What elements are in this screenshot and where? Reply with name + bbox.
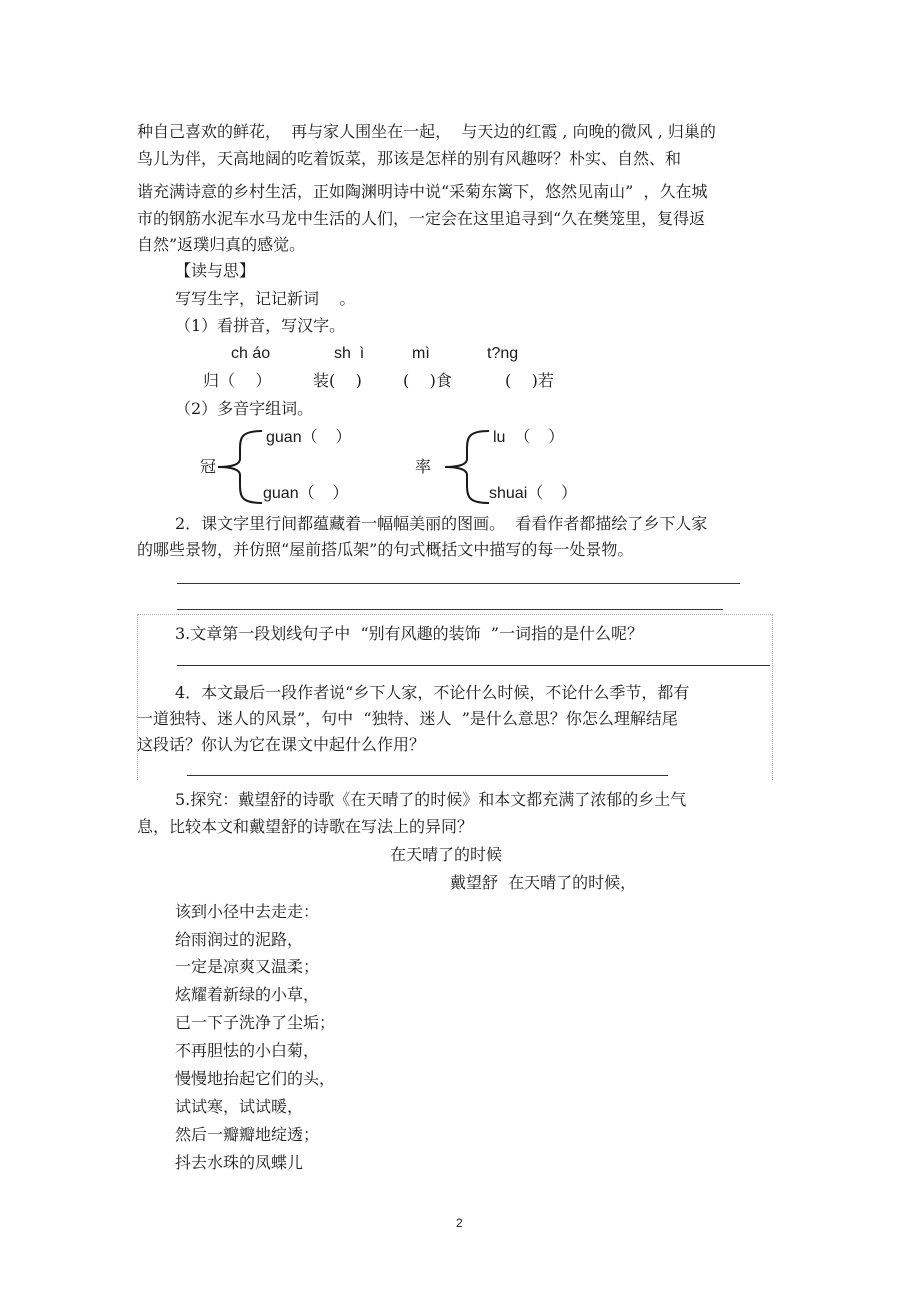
- poly-2-bottom[interactable]: shuai（ ）: [489, 485, 578, 502]
- poly-1-bottom[interactable]: guan（ ）: [263, 485, 349, 502]
- intro-line-5: 自然”返璞归真的感觉。: [137, 235, 306, 254]
- q4-line-1: 4．本文最后一段作者说“乡下人家，不论什么时候，不论什么季节，都有: [175, 683, 690, 702]
- answer-line[interactable]: [177, 583, 740, 584]
- frame-right: [772, 614, 773, 780]
- q5-line-2: 息，比较本文和戴望舒的诗歌在写法上的异同？: [137, 817, 474, 836]
- poem-line: 给雨润过的泥路，: [175, 930, 304, 949]
- intro-line-2: 鸟儿为伴，天高地阔的吃着饭菜，那该是怎样的别有风趣呀？朴实、自然、和: [137, 149, 682, 168]
- blank-4[interactable]: ( )若: [505, 371, 554, 390]
- blank-1[interactable]: 归（ ）: [203, 371, 272, 390]
- intro-line-4: 市的钢筋水泥车水马龙中生活的人们，一定会在这里追寻到“久在樊笼里，复得返: [137, 209, 706, 228]
- pinyin-3: mì: [412, 345, 430, 362]
- poem-line: 一定是凉爽又温柔；: [175, 957, 320, 976]
- q1-title: 写写生字，记记新词 。: [175, 289, 356, 308]
- poem-line: 已一下子洗净了尘垢；: [175, 1013, 336, 1032]
- poem-line: 该到小径中去走走：: [175, 902, 320, 921]
- intro-line-1: 种自己喜欢的鲜花， 再与家人围坐在一起， 与天边的红霞 , 向晚的微风 , 归巢的: [137, 122, 716, 141]
- pinyin-2: sh ì: [334, 345, 365, 362]
- q3-text: 3.文章第一段划线句子中 “别有风趣的装饰 ”一词指的是什么呢？: [175, 624, 643, 643]
- q5-line-1: 5.探究：戴望舒的诗歌《在天晴了的时候》和本文都充满了浓郁的乡土气: [175, 790, 687, 809]
- poem-line: 抖去水珠的凤蝶儿: [175, 1153, 304, 1172]
- q1-sub2: （2）多音字组词。: [175, 399, 314, 418]
- q4-line-3: 这段话？你认为它在课文中起什么作用？: [137, 735, 426, 754]
- q2-line-2: 的哪些景物，并仿照“屋前搭瓜架”的句式概括文中描写的每一处景物。: [137, 540, 634, 559]
- blank-3[interactable]: ( )食: [403, 371, 452, 390]
- poly-char-1: 冠: [200, 457, 217, 476]
- pinyin-1: ch áo: [231, 345, 271, 362]
- frame-top: [137, 614, 773, 615]
- section-title: 【读与思】: [175, 261, 256, 280]
- blank-2[interactable]: 装( ): [313, 371, 362, 390]
- poly-char-2: 率: [415, 457, 432, 476]
- intro-line-3: 谐充满诗意的乡村生活，正如陶渊明诗中说“采菊东篱下，悠然见南山” ，久在城: [137, 182, 708, 201]
- poem-line: 试试寒，试试暖，: [175, 1097, 304, 1116]
- q1-sub1: （1）看拼音，写汉字。: [175, 316, 346, 335]
- q2-line-1: 2．课文字里行间都蕴藏着一幅幅美丽的图画。 看看作者都描绘了乡下人家: [175, 514, 708, 533]
- frame-left: [137, 614, 138, 780]
- pinyin-4: t?ng: [487, 345, 519, 362]
- poem-author-line: 戴望舒 在天晴了的时候，: [450, 873, 637, 892]
- q4-line-2: 一道独特、迷人的风景”，句中 “独特、迷人 ”是什么意思？你怎么理解结尾: [137, 709, 678, 728]
- poem-line: 不再胆怯的小白菊，: [175, 1041, 320, 1060]
- answer-line[interactable]: [177, 609, 723, 610]
- page-number: 2: [456, 1216, 463, 1230]
- brace-icon: [216, 429, 264, 505]
- answer-line[interactable]: [187, 775, 668, 776]
- brace-icon: [443, 429, 491, 505]
- poem-line: 炫耀着新绿的小草，: [175, 985, 320, 1004]
- poly-2-top[interactable]: lu （ ）: [493, 429, 565, 446]
- poem-line: 然后一瓣瓣地绽透；: [175, 1125, 320, 1144]
- answer-line[interactable]: [177, 665, 770, 666]
- poem-title: 在天晴了的时候: [390, 845, 503, 864]
- poly-1-top[interactable]: guan（ ）: [266, 429, 352, 446]
- poem-line: 慢慢地抬起它们的头，: [175, 1069, 336, 1088]
